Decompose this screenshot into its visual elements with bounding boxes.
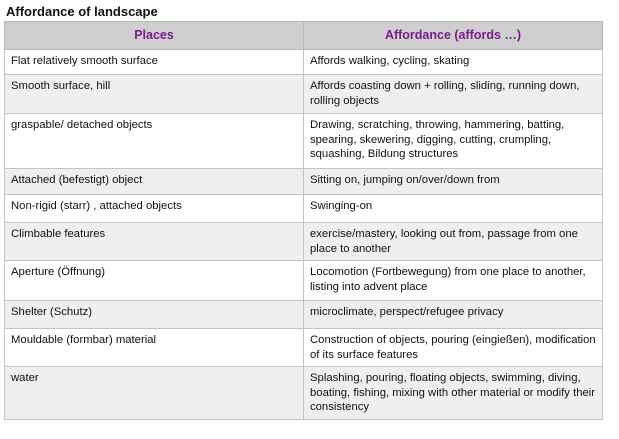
- table-row: [5, 114, 603, 169]
- affordance-cell: microclimate, perspect/refugee privacy: [304, 301, 603, 329]
- place-cell: Smooth surface, hill: [5, 75, 304, 114]
- affordance-cell: Sitting on, jumping on/over/down from: [304, 169, 603, 195]
- column-header-affordance: Affordance (affords …): [304, 22, 603, 50]
- table-row: [5, 301, 603, 329]
- affordance-cell: Swinging-on: [304, 195, 603, 223]
- place-cell: graspable/ detached objects: [5, 114, 304, 169]
- place-cell: Climbable features: [5, 223, 304, 261]
- table-row: [5, 195, 603, 223]
- table-row: [5, 367, 603, 420]
- place-cell: water: [5, 367, 304, 420]
- table-row: [5, 169, 603, 195]
- table-header-row: [5, 22, 603, 50]
- page-title: Affordance of landscape: [6, 4, 158, 19]
- table-row: [5, 50, 603, 75]
- table-row: [5, 329, 603, 367]
- affordance-table: [4, 21, 603, 420]
- place-cell: Shelter (Schutz): [5, 301, 304, 329]
- table-row: [5, 261, 603, 301]
- affordance-cell: Construction of objects, pouring (eingießen), modification of its surface features: [304, 329, 603, 367]
- affordance-cell: Affords coasting down + rolling, sliding, running down, rolling objects: [304, 75, 603, 114]
- table-row: [5, 223, 603, 261]
- affordance-cell: exercise/mastery, looking out from, passage from one place to another: [304, 223, 603, 261]
- affordance-cell: Affords walking, cycling, skating: [304, 50, 603, 75]
- place-cell: Non-rigid (starr) , attached objects: [5, 195, 304, 223]
- affordance-cell: Splashing, pouring, floating objects, swimming, diving, boating, fishing, mixing with other material or modify their consistency: [304, 367, 603, 420]
- place-cell: Mouldable (formbar) material: [5, 329, 304, 367]
- affordance-cell: Drawing, scratching, throwing, hammering, batting, spearing, skewering, digging, cutting, crumpling, squashing, Bildung structures: [304, 114, 603, 169]
- place-cell: Attached (befestigt) object: [5, 169, 304, 195]
- column-header-places: Places: [5, 22, 304, 50]
- table-row: [5, 75, 603, 114]
- place-cell: Aperture (Öffnung): [5, 261, 304, 301]
- place-cell: Flat relatively smooth surface: [5, 50, 304, 75]
- affordance-cell: Locomotion (Fortbewegung) from one place to another, listing into advent place: [304, 261, 603, 301]
